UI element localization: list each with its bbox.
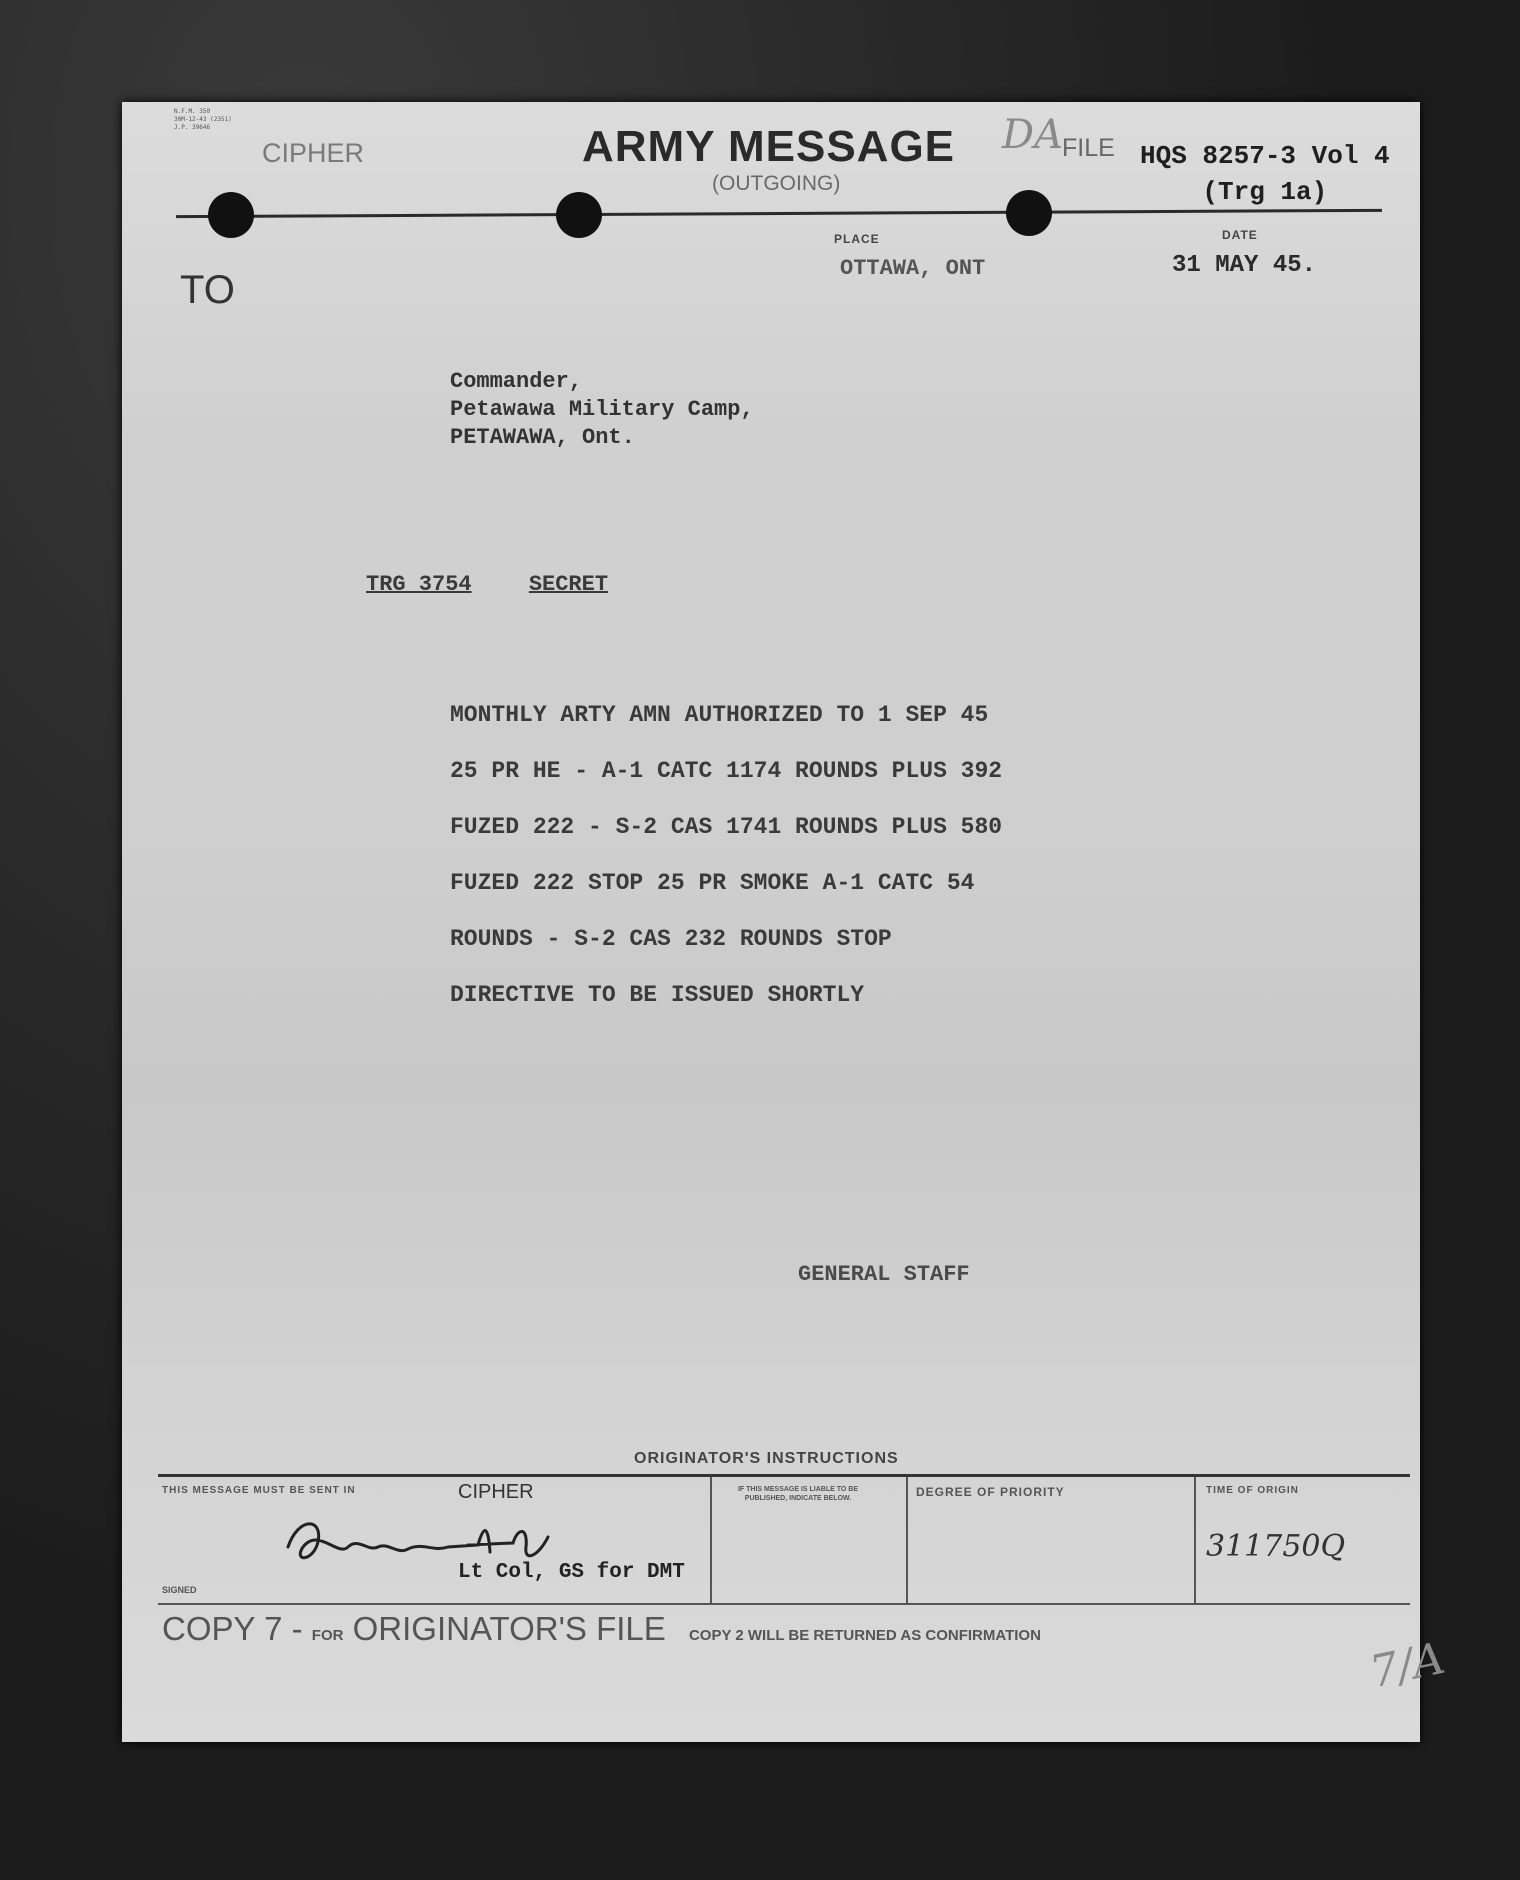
copy-footer: COPY 7 - FOR ORIGINATOR'S FILE COPY 2 WILL BE RETURNED AS CONFIRMATION [162, 1610, 1041, 1647]
body-line: ROUNDS - S-2 CAS 232 ROUNDS STOP [450, 926, 892, 952]
form-number-line: J.P. 39646 [174, 124, 211, 131]
address-line: Commander, [450, 369, 583, 394]
address-line: Petawawa Military Camp, [450, 397, 754, 422]
instructions-box [158, 1474, 1410, 1605]
form-number [174, 108, 232, 132]
body-line: DIRECTIVE TO BE ISSUED SHORTLY [450, 982, 865, 1008]
publication-note: IF THIS MESSAGE IS LIABLE TO BE PUBLISHED, INDICATE BELOW. [737, 1486, 859, 1502]
date-value: 31 MAY 45. [1172, 252, 1317, 279]
box-divider [1194, 1477, 1196, 1603]
message-body [450, 702, 1002, 1038]
form-subtitle: (OUTGOING) [712, 172, 841, 195]
time-of-origin-value: 311750Q [1206, 1529, 1346, 1564]
body-line: 25 PR HE - A-1 CATC 1174 ROUNDS PLUS 392 [450, 758, 1003, 784]
binder-hole [208, 192, 254, 238]
cipher-label: CIPHER [262, 138, 365, 168]
to-label: TO [180, 268, 235, 312]
signer-title: Lt Col, GS for DMT [458, 1561, 685, 1584]
message-form [122, 102, 1450, 1742]
date-label: DATE [1222, 228, 1258, 242]
file-reference [1140, 138, 1390, 210]
copy-number: COPY 7 [162, 1610, 283, 1647]
time-of-origin-label: TIME OF ORIGIN [1206, 1485, 1299, 1496]
confirmation-note: COPY 2 WILL BE RETURNED AS CONFIRMATION [688, 1627, 1041, 1644]
message-reference [366, 572, 652, 597]
sent-in-label: THIS MESSAGE MUST BE SENT IN [162, 1485, 356, 1496]
box-divider [906, 1477, 908, 1603]
priority-label: DEGREE OF PRIORITY [916, 1485, 1065, 1499]
sent-in-value: CIPHER [458, 1481, 534, 1503]
body-line: FUZED 222 STOP 25 PR SMOKE A-1 CATC 54 [450, 870, 975, 896]
form-number-line: N.F.M. 350 [174, 108, 211, 115]
header-rule [176, 209, 1382, 218]
body-line: MONTHLY ARTY AMN AUTHORIZED TO 1 SEP 45 [450, 702, 989, 728]
place-label: PLACE [834, 232, 880, 246]
box-divider [710, 1477, 712, 1603]
instructions-heading: ORIGINATOR'S INSTRUCTIONS [634, 1450, 899, 1467]
place-value: OTTAWA, ONT [840, 256, 986, 281]
copy-destination: ORIGINATOR'S FILE [352, 1610, 666, 1647]
address-line: PETAWAWA, Ont. [450, 425, 635, 450]
handwritten-page-mark: 7/A [1365, 1632, 1450, 1699]
reference-number: TRG 3754 [366, 572, 472, 597]
file-reference-line: (Trg 1a) [1202, 177, 1328, 207]
binder-hole [1006, 190, 1052, 236]
file-label: FILE [1062, 134, 1115, 162]
binder-hole [556, 192, 602, 238]
recipient-address [450, 368, 754, 452]
signature-block: GENERAL STAFF [798, 1262, 970, 1287]
body-line: FUZED 222 - S-2 CAS 1741 ROUNDS PLUS 580 [450, 814, 1003, 840]
form-title: ARMY MESSAGE [582, 122, 956, 171]
file-reference-line: HQS 8257-3 Vol 4 [1140, 141, 1390, 171]
classification: SECRET [528, 572, 609, 597]
signed-label: SIGNED [162, 1585, 197, 1595]
form-number-line: 30M-12-43 (2351) [174, 116, 232, 123]
copy-for: FOR [311, 1627, 344, 1644]
handwritten-initials: DA [1002, 112, 1063, 158]
